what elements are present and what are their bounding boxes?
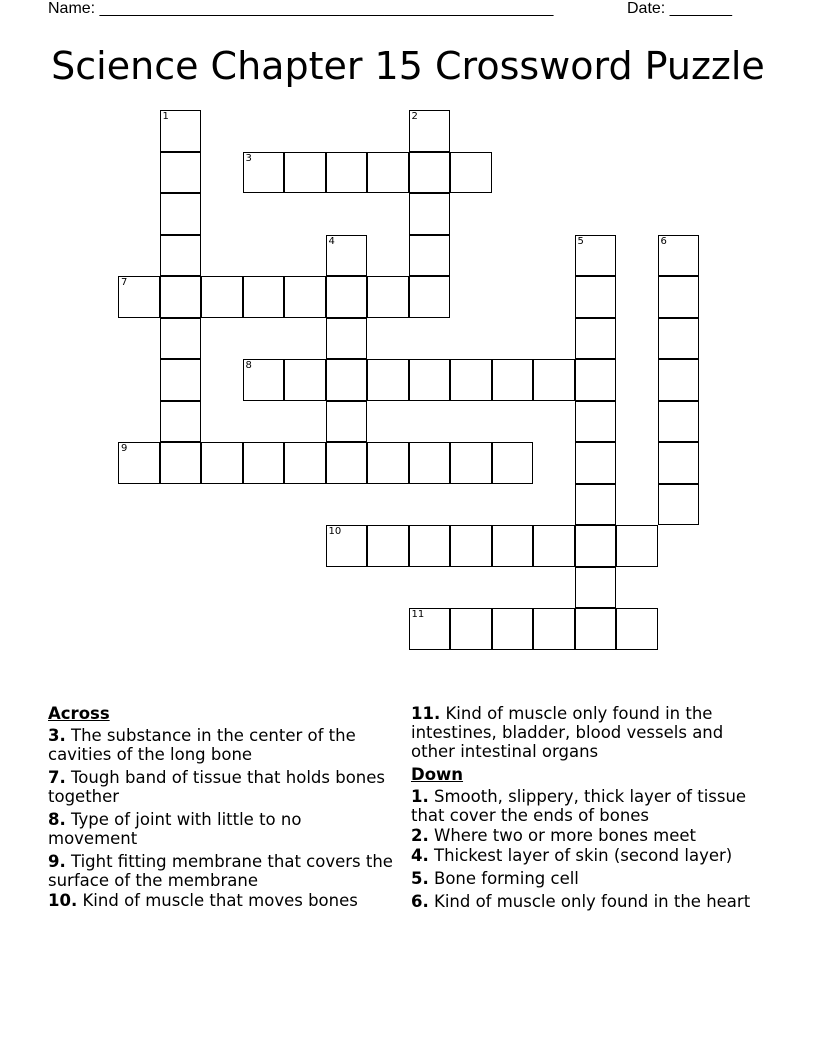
grid-cell[interactable] (201, 276, 243, 318)
grid-cell[interactable] (658, 359, 700, 401)
grid-cell[interactable] (616, 525, 658, 567)
clue-text: Tight fitting membrane that covers the surface of the membrane (48, 852, 393, 890)
grid-cell[interactable] (575, 608, 617, 650)
date-field-label: Date: _______ (627, 0, 732, 17)
clue-number: 4. (411, 846, 429, 865)
clue-number: 1. (411, 787, 429, 806)
grid-cell[interactable] (201, 442, 243, 484)
grid-cell[interactable] (160, 152, 202, 194)
clue-across-10 (48, 891, 393, 910)
down-heading: Down (411, 765, 464, 784)
grid-cell[interactable] (658, 484, 700, 526)
grid-cell[interactable] (533, 608, 575, 650)
cell-number: 11 (411, 609, 425, 620)
grid-cell[interactable] (658, 235, 700, 277)
grid-cell[interactable] (575, 525, 617, 567)
clue-down-1 (411, 787, 761, 825)
grid-cell[interactable] (575, 318, 617, 360)
grid-cell[interactable] (658, 318, 700, 360)
grid-cell[interactable] (450, 359, 492, 401)
grid-cell[interactable] (326, 276, 368, 318)
grid-cell[interactable] (409, 359, 451, 401)
clue-text: Kind of muscle that moves bones (82, 891, 358, 910)
clue-text: Kind of muscle only found in the intestines, bladder, blood vessels and other intestinal organs (411, 704, 724, 761)
cell-number: 1 (162, 111, 169, 122)
clue-text: Thickest layer of skin (second layer) (434, 846, 733, 865)
grid-cell[interactable] (450, 608, 492, 650)
grid-cell[interactable] (533, 525, 575, 567)
clue-text: The substance in the center of the cavities of the long bone (48, 726, 356, 764)
grid-cell[interactable] (326, 318, 368, 360)
grid-cell[interactable] (409, 608, 451, 650)
grid-cell[interactable] (575, 442, 617, 484)
grid-cell[interactable] (326, 235, 368, 277)
grid-cell[interactable] (450, 152, 492, 194)
grid-cell[interactable] (243, 359, 285, 401)
clue-across-11 (411, 704, 761, 761)
grid-cell[interactable] (243, 442, 285, 484)
grid-cell[interactable] (450, 525, 492, 567)
cell-number: 10 (328, 526, 342, 537)
grid-cell[interactable] (160, 442, 202, 484)
grid-cell[interactable] (409, 525, 451, 567)
clue-number: 8. (48, 810, 66, 829)
grid-cell[interactable] (326, 401, 368, 443)
grid-cell[interactable] (284, 442, 326, 484)
grid-cell[interactable] (243, 152, 285, 194)
grid-cell[interactable] (367, 525, 409, 567)
clue-number: 10. (48, 891, 78, 910)
grid-cell[interactable] (367, 152, 409, 194)
grid-cell[interactable] (492, 359, 534, 401)
grid-cell[interactable] (160, 193, 202, 235)
grid-cell[interactable] (284, 276, 326, 318)
clue-text: Where two or more bones meet (434, 826, 697, 845)
grid-cell[interactable] (575, 567, 617, 609)
grid-cell[interactable] (533, 359, 575, 401)
grid-cell[interactable] (409, 152, 451, 194)
cell-number: 9 (121, 443, 128, 454)
name-field-label: Name: ___________________________________________________ (48, 0, 554, 17)
grid-cell[interactable] (409, 110, 451, 152)
clue-number: 7. (48, 768, 66, 787)
clues-column-left (48, 704, 393, 914)
grid-cell[interactable] (160, 318, 202, 360)
cell-number: 8 (245, 360, 252, 371)
grid-cell[interactable] (492, 442, 534, 484)
clue-text: Bone forming cell (434, 869, 579, 888)
grid-cell[interactable] (658, 442, 700, 484)
cell-number: 2 (411, 111, 418, 122)
grid-cell[interactable] (409, 193, 451, 235)
grid-cell[interactable] (616, 608, 658, 650)
grid-cell[interactable] (160, 359, 202, 401)
grid-cell[interactable] (575, 276, 617, 318)
grid-cell[interactable] (160, 235, 202, 277)
grid-cell[interactable] (326, 525, 368, 567)
cell-number: 4 (328, 235, 335, 247)
clue-across-7 (48, 768, 393, 806)
grid-cell[interactable] (450, 442, 492, 484)
grid-cell[interactable] (492, 608, 534, 650)
grid-cell[interactable] (492, 525, 534, 567)
grid-cell[interactable] (160, 276, 202, 318)
across-heading: Across (48, 704, 110, 723)
clue-down-6 (411, 892, 761, 911)
clue-number: 6. (411, 892, 429, 911)
puzzle-title: Science Chapter 15 Crossword Puzzle (51, 44, 765, 88)
grid-cell[interactable] (658, 401, 700, 443)
grid-cell[interactable] (575, 484, 617, 526)
grid-cell[interactable] (243, 276, 285, 318)
grid-cell[interactable] (284, 359, 326, 401)
grid-cell[interactable] (658, 276, 700, 318)
clue-number: 5. (411, 869, 429, 888)
clue-down-2 (411, 826, 761, 845)
grid-cell[interactable] (160, 401, 202, 443)
clue-across-9 (48, 852, 393, 890)
cell-number: 5 (577, 235, 584, 247)
grid-cell[interactable] (326, 152, 368, 194)
grid-cell[interactable] (409, 235, 451, 277)
clue-text: Tough band of tissue that holds bones together (48, 768, 385, 806)
grid-cell[interactable] (284, 152, 326, 194)
cell-number: 7 (121, 277, 128, 288)
clue-number: 11. (411, 704, 441, 723)
grid-cell[interactable] (160, 110, 202, 152)
clue-down-4 (411, 846, 761, 865)
grid-cell[interactable] (575, 401, 617, 443)
clue-text: Kind of muscle only found in the heart (434, 892, 751, 911)
clue-across-8 (48, 810, 393, 848)
clue-text: Smooth, slippery, thick layer of tissue that cover the ends of bones (411, 787, 747, 825)
clue-across-3 (48, 726, 393, 764)
grid-cell[interactable] (367, 276, 409, 318)
grid-cell[interactable] (118, 442, 160, 484)
grid-cell[interactable] (367, 442, 409, 484)
grid-cell[interactable] (409, 442, 451, 484)
clues-column-right (411, 704, 761, 915)
clue-text: Type of joint with little to no movement (48, 810, 302, 848)
grid-cell[interactable] (367, 359, 409, 401)
clue-number: 2. (411, 826, 429, 845)
grid-cell[interactable] (575, 359, 617, 401)
grid-cell[interactable] (326, 442, 368, 484)
grid-cell[interactable] (575, 235, 617, 277)
clue-down-5 (411, 869, 761, 888)
grid-cell[interactable] (409, 276, 451, 318)
cell-number: 6 (660, 235, 667, 247)
clue-number: 3. (48, 726, 66, 745)
clue-number: 9. (48, 852, 66, 871)
grid-cell[interactable] (326, 359, 368, 401)
grid-cell[interactable] (118, 276, 160, 318)
cell-number: 3 (245, 152, 252, 164)
